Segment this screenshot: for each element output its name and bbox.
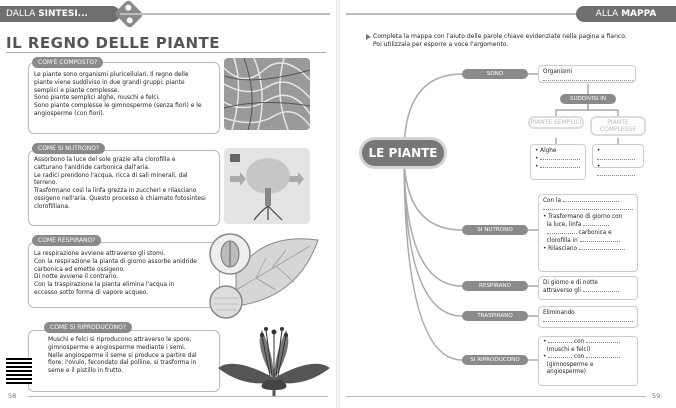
text-line: ossigeno nell'aria. Questo processo è chiamato fotosintesi	[34, 195, 206, 202]
text-line: angiosperme (con fiori).	[34, 110, 105, 117]
node-piante-semplici: PIANTE SEMPLICI	[528, 116, 584, 129]
box-text: clorofilla in	[546, 238, 578, 244]
blank-line[interactable]	[548, 357, 572, 358]
text-line: Sono piante semplici alghe, muschi e felci.	[34, 95, 160, 102]
box-text: (muschi e felci)	[546, 346, 591, 353]
text-line: Di notte avviene il contrario.	[34, 274, 119, 281]
node-respirano: RESPIRANO	[462, 281, 528, 291]
blank-line[interactable]	[586, 357, 620, 358]
blank-line[interactable]	[543, 80, 633, 81]
answer-box-complesse[interactable]: • •	[592, 144, 644, 168]
section-label: COME SI RIPRODUCONO?	[44, 322, 132, 333]
blank-line[interactable]	[586, 342, 620, 343]
box-text: Rilasciano	[548, 246, 578, 252]
box-text: attraverso gli	[543, 288, 581, 294]
text-line: eccesso sotto forma di vapore acqueo.	[34, 289, 149, 296]
blank-line[interactable]	[597, 175, 635, 176]
box-text: con	[573, 339, 585, 345]
node-sono: SONO	[462, 69, 528, 79]
text-line: carbonica ed emette ossigeno.	[34, 266, 125, 273]
instruction-line: Poi utilizzala per esporre a voce l'argomento.	[373, 41, 509, 48]
text-line: terreno.	[34, 180, 58, 187]
text-line: gimnosperme e angiosperme mediante i semi.	[48, 344, 186, 351]
box-text: Alghe	[540, 148, 557, 154]
page-title: IL REGNO DELLE PIANTE	[6, 34, 220, 52]
answer-box-nutrono[interactable]: Con la • Trasformano di giorno con la luce, linfa carbonica e clorofilla in • Rilasciano	[538, 194, 638, 272]
text-line: Trasformano così la linfa grezza in zuccheri e rilasciano	[34, 188, 197, 195]
blank-line[interactable]	[540, 159, 580, 160]
blank-line[interactable]	[583, 225, 609, 226]
page-number-left: 58	[8, 392, 17, 400]
main-concept-node: LE PIANTE	[362, 140, 444, 166]
blank-line[interactable]	[583, 291, 619, 292]
node-piante-complesse: PIANTE COMPLESSE	[590, 116, 646, 136]
blank-line[interactable]	[543, 209, 633, 210]
footer-rule-right	[346, 396, 646, 397]
box-text: Organismi	[543, 69, 573, 75]
box-text: Con la	[543, 198, 561, 204]
node-traspirano: TRASPIRANO	[462, 311, 528, 321]
node-si-riproducono: SI RIPRODUCONO	[462, 355, 528, 365]
answer-box-respirano[interactable]	[538, 276, 638, 300]
section-label: COME SI NUTRONO?	[32, 143, 105, 154]
box-text: (gimnosperme e	[546, 361, 594, 368]
box-text: Trasformano di giorno con	[548, 214, 623, 220]
text-line: fiore: l'ovulo, fecondato dal polline, si trasforma in	[48, 360, 197, 367]
box-text: carbonica e	[578, 230, 612, 236]
text-line: Le piante sono organismi pluricellulari. Il regno delle	[34, 72, 189, 78]
node-suddivisi: SUDDIVISI IN	[560, 94, 616, 104]
text-line: Assorbono la luce del sole grazie alla clorofilla e	[34, 157, 176, 163]
blank-line[interactable]	[580, 241, 620, 242]
text-line: Con la traspirazione la pianta elimina l'acqua in	[34, 282, 175, 289]
text-line: Sono piante complesse le gimnosperme (senza fiori) e le	[34, 103, 202, 110]
box-text: la luce, linfa	[546, 222, 582, 228]
text-line: piante viene suddiviso in due grandi gruppi: piante	[34, 79, 185, 86]
instruction-line: Completa la mappa con l'aiuto delle parole chiave evidenziate nella pagina a fianco.	[373, 33, 627, 40]
blank-line[interactable]	[548, 342, 572, 343]
text-line: semplici e piante complesse.	[34, 87, 120, 94]
answer-box-semplici[interactable]: • Alghe • •	[530, 144, 586, 180]
text-line: seme e il pistillo in frutto.	[48, 368, 124, 375]
text-line: Con la respirazione la pianta di giorno assorbe anidride	[34, 258, 197, 265]
blank-line[interactable]	[563, 201, 619, 202]
blank-line[interactable]	[543, 321, 633, 322]
text-line: Muschi e felci si riproducono attraverso le spore;	[48, 337, 192, 343]
box-text: Di giorno e di notte	[543, 280, 598, 286]
box-text: angiosperme)	[546, 369, 586, 376]
answer-box-sono[interactable]	[538, 65, 636, 83]
box-text: Eliminando	[543, 310, 575, 316]
answer-box-riproducono[interactable]: • con (muschi e felci) • con (gimnosperme e angiosperme)	[538, 336, 638, 386]
box-text: con	[573, 354, 585, 361]
header-left-tab: DALLA SINTESI...	[0, 6, 120, 22]
node-si-nutrono: SI NUTRONO	[462, 225, 528, 235]
text-line: clorofilliana.	[34, 203, 70, 210]
page-number-right: 59	[652, 392, 661, 400]
text-line: Le radici prendono l'acqua, ricca di sali minerali, dal	[34, 172, 188, 179]
blank-line[interactable]	[579, 249, 625, 250]
answer-box-traspirano[interactable]	[538, 306, 638, 328]
text-line: Nelle angiosperme il seme si produce a partire dal	[48, 352, 197, 359]
blank-line[interactable]	[597, 159, 635, 160]
section-label: COME RESPIRANO?	[32, 235, 101, 246]
blank-line[interactable]	[547, 233, 577, 234]
section-label: COM'È COMPOSTO?	[32, 57, 103, 68]
header-right-tab: ALLA MAPPA	[576, 6, 676, 22]
blank-line[interactable]	[540, 167, 580, 168]
text-line: catturano l'anidride carbonica dall'aria.	[34, 164, 150, 171]
text-line: La respirazione avviene attraverso gli stomi.	[34, 251, 166, 257]
